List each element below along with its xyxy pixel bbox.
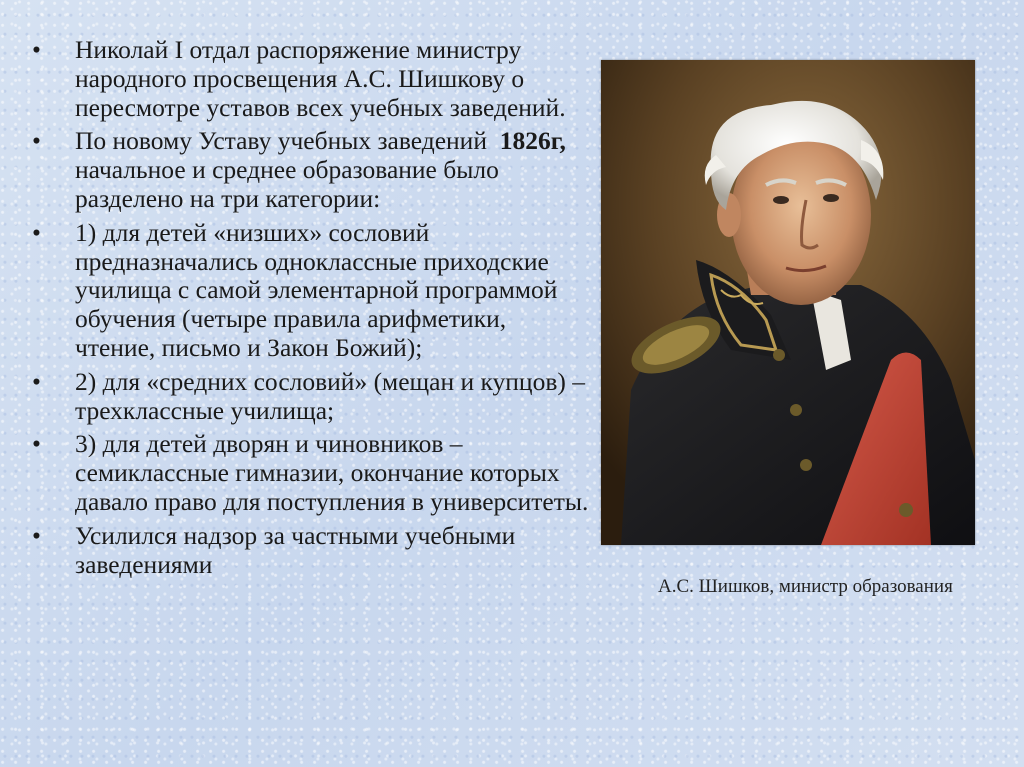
bullet-marker: • — [32, 520, 41, 550]
bullet-text: 1) для детей «низших» сословий предназначались одноклассные приходские училища с самой элементарной программой обучения (четыре правила арифметики, чтение, письмо и Закон Божий); — [75, 217, 558, 362]
bullet-year: 1826г, — [499, 126, 566, 156]
portrait-image — [601, 60, 975, 545]
bullet-text: 2) для «средних сословий» (мещан и купцов) – трехклассные училища; — [75, 366, 585, 425]
bullet-item — [30, 219, 590, 363]
bullet-item — [30, 368, 590, 426]
bullet-text: Усилился надзор за частными учебными заведениями — [75, 520, 516, 579]
bullet-marker: • — [32, 429, 41, 459]
bullet-item — [30, 36, 590, 122]
bullet-marker: • — [32, 217, 41, 247]
bullet-text: Николай I отдал распоряжение министру народного просвещения А.С. Шишкову о пересмотре уставов всех учебных заведений. — [75, 35, 566, 122]
bullet-list — [30, 36, 590, 584]
portrait-caption: А.С. Шишков, министр образования — [658, 576, 953, 597]
bullet-marker: • — [32, 366, 41, 396]
bullet-marker: • — [32, 35, 41, 64]
bullet-text: начальное и среднее образование было разделено на три категории: — [75, 155, 499, 213]
bullet-item — [30, 522, 590, 580]
bullet-text: 3) для детей дворян и чиновников – семиклассные гимназии, окончание которых давало право для поступления в университеты. — [75, 429, 589, 516]
bullet-item — [30, 430, 590, 516]
bullet-item — [30, 127, 590, 213]
bullet-marker: • — [32, 126, 41, 156]
bullet-text: По новому Уставу учебных заведений — [75, 126, 500, 156]
